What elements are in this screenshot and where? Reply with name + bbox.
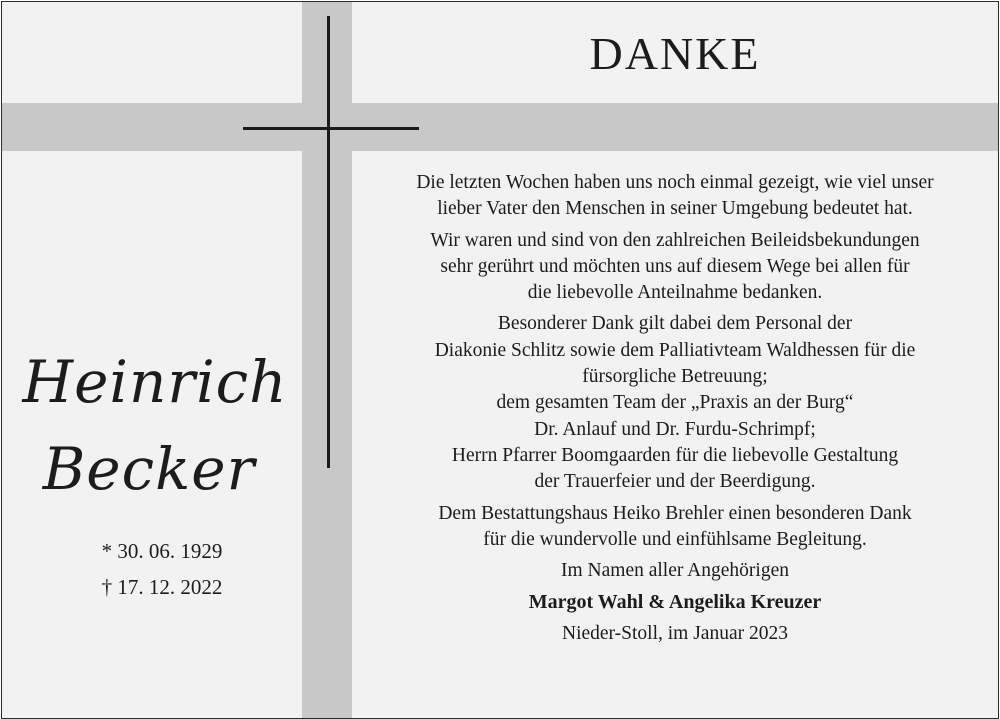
cross-band-horizontal <box>2 103 998 151</box>
deceased-first-name: Heinrich <box>22 348 288 416</box>
text-line: sehr gerührt und möchten uns auf diesem Wege bei allen für <box>440 255 910 277</box>
paragraph-thanks <box>352 170 998 223</box>
signature: Margot Wahl & Angelika Kreuzer <box>528 591 822 614</box>
cross-icon-bar-vertical <box>327 16 330 468</box>
obituary-card <box>1 1 999 719</box>
death-date: † 17. 12. 2022 <box>101 575 223 599</box>
text-line: für die wundervolle und einfühlsame Begleitung. <box>483 528 867 550</box>
text-line: fürsorgliche Betreuung; <box>582 366 768 388</box>
deceased-last-name: Becker <box>42 435 256 503</box>
text-line: Wir waren und sind von den zahlreichen Beileidsbekundungen <box>430 229 920 251</box>
text-line: Besonderer Dank gilt dabei dem Personal der <box>497 313 853 335</box>
birth-date: * 30. 06. 1929 <box>101 539 223 563</box>
text-line: die liebevolle Anteilnahme bedanken. <box>527 282 823 304</box>
text-line: Herrn Pfarrer Boomgaarden für die liebevolle Gestaltung <box>451 444 899 466</box>
cross-icon-bar-horizontal <box>243 127 419 130</box>
text-line: dem gesamten Team der „Praxis an der Burg“ <box>496 392 854 414</box>
place-date: Nieder-Stoll, im Januar 2023 <box>562 622 788 644</box>
text-line: lieber Vater den Menschen in seiner Umgebung bedeutet hat. <box>437 198 913 220</box>
text-line: Die letzten Wochen haben uns noch einmal gezeigt, wie viel unser <box>416 172 934 193</box>
page-title: DANKE <box>589 28 761 79</box>
text-line: Diakonie Schlitz sowie dem Palliativteam Waldhessen für die <box>434 339 916 361</box>
text-line: Dem Bestattungshaus Heiko Brehler einen besonderen Dank <box>438 502 912 524</box>
paragraph-funeral-home <box>352 501 998 554</box>
closing-intro: Im Namen aller Angehörigen <box>561 560 789 582</box>
paragraph-special-thanks <box>352 311 998 495</box>
text-line: Dr. Anlauf und Dr. Furdu-Schrimpf; <box>534 418 816 440</box>
text-line: der Trauerfeier und der Beerdigung. <box>534 471 816 493</box>
paragraph-condolences <box>352 228 998 307</box>
message-body <box>352 170 998 647</box>
